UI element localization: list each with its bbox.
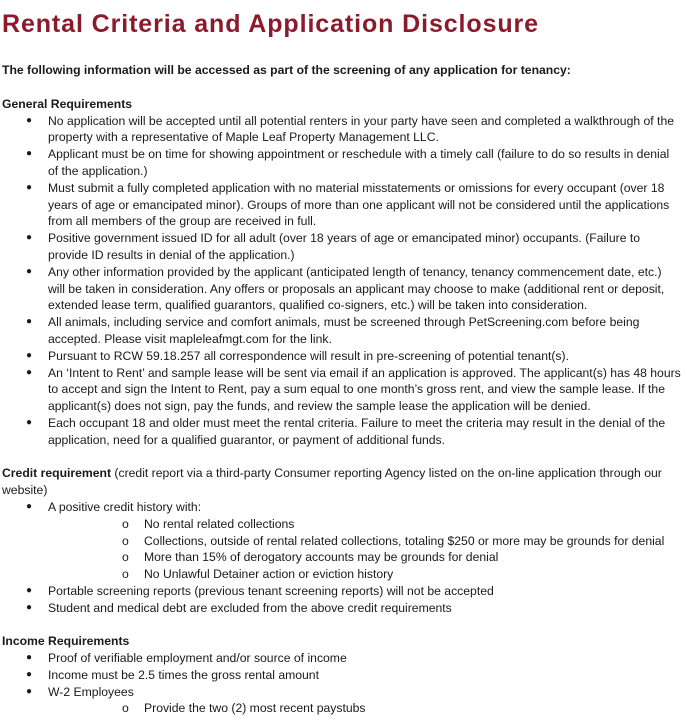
- credit-requirement-section: [2, 465, 681, 616]
- bullet-icon: ●: [26, 114, 33, 126]
- list-item: ● A positive credit history with: o No rental related collections o Collections, outside of rental related collections, totaling $250 or more may be grounds for denial o More than 15% of derogatory accounts may be grounds for denial o No Unlawful Detainer action or eviction history: [2, 499, 681, 583]
- sub-list-item: o No rental related collections: [122, 516, 295, 531]
- w2-sublist: [48, 700, 681, 717]
- bullet-icon: ●: [26, 601, 33, 613]
- list-item: ● Proof of verifiable employment and/or source of income: [26, 651, 347, 666]
- sub-list-item: o Provide the two (2) most recent paystubs: [122, 701, 366, 716]
- bullet-icon: ●: [26, 416, 33, 428]
- income-requirements-section: [2, 633, 681, 717]
- spacer: [2, 449, 681, 466]
- list-item: ● Student and medical debt are excluded from the above credit requirements: [26, 600, 452, 615]
- general-requirements-list: [2, 113, 681, 449]
- sub-list-item: o No Unlawful Detainer action or eviction history: [122, 567, 394, 582]
- list-item: ● W-2 Employees o Provide the two (2) most recent paystubs: [2, 684, 681, 718]
- bullet-icon: ●: [26, 148, 33, 160]
- list-item: ● Each occupant 18 and older must meet the rental criteria. Failure to meet the criteria may result in the denial of the application, need for a qualified guarantor, or payment of additional funds.: [26, 415, 666, 447]
- circle-bullet-icon: o: [122, 701, 129, 716]
- list-item: ● Must submit a fully completed application with no material misstatements or omissions for every occupant (over 18 years of age or emancipated minor). Groups of more than one applicant will not be considered until the applications from all members of the group are received in full.: [26, 180, 670, 229]
- bullet-icon: ●: [26, 232, 33, 244]
- spacer: [2, 617, 681, 634]
- bullet-icon: ●: [26, 316, 33, 328]
- document-title: Rental Criteria and Application Disclosure: [2, 10, 539, 38]
- credit-history-sublist: [48, 516, 681, 583]
- income-requirements-list: [2, 650, 681, 717]
- circle-bullet-icon: o: [122, 567, 129, 582]
- credit-requirement-heading: Credit requirement: [2, 466, 112, 481]
- bullet-icon: ●: [26, 685, 33, 697]
- bullet-icon: ●: [26, 584, 33, 596]
- bullet-icon: ●: [26, 349, 33, 361]
- bullet-icon: ●: [26, 652, 33, 664]
- list-item: ● Portable screening reports (previous tenant screening reports) will not be accepted: [26, 583, 494, 598]
- circle-bullet-icon: o: [122, 516, 129, 531]
- sub-list-item: o Collections, outside of rental related collections, totaling $250 or more may be grounds for denial: [122, 533, 665, 548]
- credit-requirement-description: (credit report via a third-party Consumer reporting Agency listed on the on-line application through our website): [2, 466, 662, 498]
- bullet-icon: ●: [26, 265, 33, 277]
- income-requirements-heading: Income Requirements: [2, 634, 130, 649]
- intro-text: The following information will be accessed as part of the screening of any application for tenancy:: [2, 63, 571, 77]
- bullet-icon: ●: [26, 366, 33, 378]
- list-item: ● Applicant must be on time for showing appointment or reschedule with a timely call (failure to do so results in denial of the application.): [26, 147, 670, 178]
- sub-list-item: o More than 15% of derogatory accounts may be grounds for denial: [122, 550, 499, 565]
- general-requirements-section: [2, 96, 681, 449]
- bullet-icon: ●: [26, 500, 33, 512]
- credit-requirement-paragraph: [2, 465, 681, 499]
- list-item: ● Income must be 2.5 times the gross rental amount: [26, 667, 319, 682]
- bullet-icon: ●: [26, 181, 33, 193]
- list-item: ● All animals, including service and comfort animals, must be screened through PetScreening.com before being accepted. Please visit mapleleafmgt.com for the link.: [26, 315, 640, 346]
- list-item: ● No application will be accepted until all potential renters in your party have seen and completed a walkthrough of the property with a representative of Maple Leaf Property Management LLC.: [26, 113, 675, 145]
- circle-bullet-icon: o: [122, 550, 129, 565]
- bullet-icon: ●: [26, 668, 33, 680]
- list-item: ● Any other information provided by the applicant (anticipated length of tenancy, tenancy commencement date, etc.) will be taken in consideration. Any offers or proposals an applicant may choose to make (additional rent or deposit, extended lease term, qualified guarantors, qualified co-signers, etc.) will be taken into consideration.: [26, 264, 665, 313]
- general-requirements-heading: General Requirements: [2, 96, 133, 111]
- list-item: ● An ‘Intent to Rent’ and sample lease will be sent via email if an application is approved. The applicant(s) has 48 hours to accept and sign the Intent to Rent, pay a sum equal to one month’s gross rent, and view the sample lease. If the applicant(s) does not sign, pay the funds, and review the sample lease the application will be denied.: [26, 365, 681, 414]
- list-item: ● Positive government issued ID for all adult (over 18 years of age or emancipated minor) occupants. (Failure to provide ID results in denial of the application.): [26, 231, 641, 262]
- list-item: ● Pursuant to RCW 59.18.257 all correspondence will result in pre-screening of potential tenant(s).: [26, 348, 569, 363]
- credit-requirement-list: [2, 499, 681, 617]
- circle-bullet-icon: o: [122, 533, 129, 548]
